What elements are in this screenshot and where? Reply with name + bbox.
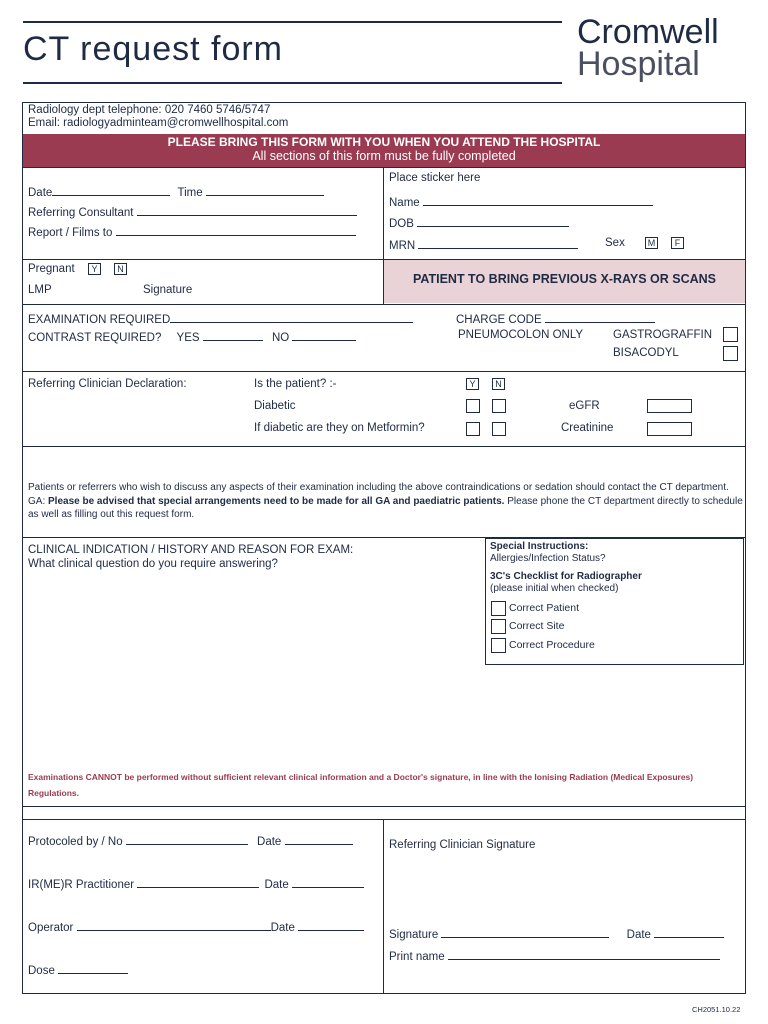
referring-signature-heading: Referring Clinician Signature — [389, 839, 536, 851]
previous-scans-notice: PATIENT TO BRING PREVIOUS X-RAYS OR SCANS — [384, 260, 745, 303]
date-field[interactable] — [52, 184, 170, 196]
diabetic-label: Diabetic — [254, 400, 296, 412]
page-title: CT request form — [23, 30, 284, 68]
pregnant-yes-box[interactable]: Y — [88, 263, 101, 275]
divider — [383, 819, 384, 994]
header-bottom-rule — [23, 82, 562, 84]
bring-form-banner — [23, 134, 745, 167]
consultant-label: Referring Consultant — [28, 207, 134, 219]
correct-procedure-label: Correct Procedure — [509, 639, 595, 651]
clinical-heading: CLINICAL INDICATION / HISTORY AND REASON FOR EXAM: — [28, 544, 354, 556]
exam-field[interactable] — [170, 311, 413, 323]
creatinine-field[interactable] — [647, 422, 692, 436]
metformin-no-checkbox[interactable] — [492, 422, 506, 436]
checklist-title: 3C's Checklist for Radiographer — [490, 571, 642, 582]
special-title: Special Instructions: — [490, 541, 589, 552]
signature-date-label: Date — [626, 929, 651, 941]
dob-label: DOB — [389, 218, 414, 230]
sex-f-box[interactable]: F — [671, 237, 684, 249]
correct-site-label: Correct Site — [509, 620, 565, 632]
form-code: CH2051.10.22 — [692, 1005, 741, 1014]
correct-patient-checkbox[interactable] — [491, 601, 506, 616]
contact-email: Email: radiologyadminteam@cromwellhospital.com — [28, 117, 289, 129]
contact-block — [28, 104, 288, 130]
declaration-label: Referring Clinician Declaration: — [28, 378, 187, 390]
consultant-row — [28, 204, 357, 219]
metformin-yes-checkbox[interactable] — [466, 422, 480, 436]
mrn-row — [389, 237, 578, 252]
egfr-label: eGFR — [569, 400, 600, 412]
signature-label: Signature — [389, 929, 439, 941]
name-label: Name — [389, 197, 420, 209]
date-label: Date — [28, 187, 53, 199]
date-time-row — [28, 184, 324, 199]
clinical-heading-block — [28, 543, 353, 571]
correct-procedure-checkbox[interactable] — [491, 638, 506, 653]
signature-date-field[interactable] — [654, 926, 724, 938]
signature-label: Signature — [143, 284, 193, 296]
report-field[interactable] — [116, 224, 356, 236]
protocoled-date-field[interactable] — [285, 833, 353, 845]
charge-row — [456, 311, 655, 326]
notice-text: Patients or referrers who wish to discuss any aspects of their examination including the above contraindications or sedation should contact the CT department. GA: — [28, 482, 729, 507]
pneumocolon-label: PNEUMOCOLON ONLY — [458, 329, 584, 341]
gastrograffin-checkbox[interactable] — [723, 327, 738, 342]
notice-bold-text: Please be advised that special arrangements need to be made for all GA and paediatric patients. — [48, 495, 505, 507]
irmer-label: IR(ME)R Practitioner — [28, 879, 135, 891]
correct-patient-label: Correct Patient — [509, 602, 580, 614]
dose-row — [28, 962, 128, 977]
diabetic-no-checkbox[interactable] — [492, 399, 506, 413]
irmer-row — [28, 876, 364, 891]
pregnant-label: Pregnant — [28, 263, 75, 275]
creatinine-label: Creatinine — [561, 422, 614, 434]
exam-label: EXAMINATION REQUIRED — [28, 314, 171, 326]
mrn-label: MRN — [389, 240, 416, 252]
sticker-placeholder: Place sticker here — [389, 172, 481, 184]
logo-line2: Hospital — [577, 45, 700, 83]
divider — [23, 371, 745, 372]
patient-question: Is the patient? :- — [254, 378, 337, 390]
header-top-rule — [23, 21, 562, 23]
signature-row — [389, 926, 724, 941]
clinical-question: What clinical question do you require answering? — [28, 558, 278, 570]
divider — [23, 819, 745, 820]
sedation-notice — [28, 481, 744, 522]
bisacodyl-checkbox[interactable] — [723, 346, 738, 361]
protocoled-field[interactable] — [126, 833, 248, 845]
pregnant-no-box[interactable]: N — [114, 263, 127, 275]
protocoled-date-label: Date — [257, 836, 282, 848]
contrast-no-label: NO — [271, 332, 290, 344]
metformin-label: If diabetic are they on Metformin? — [254, 422, 425, 434]
irmer-field[interactable] — [137, 876, 259, 888]
hospital-logo — [577, 13, 719, 83]
contrast-yes-field[interactable] — [203, 329, 263, 341]
operator-row — [28, 919, 364, 934]
name-row — [389, 194, 653, 209]
declaration-no-header: N — [492, 378, 505, 390]
lmp-label: LMP — [28, 284, 52, 296]
print-name-row — [389, 948, 720, 963]
irmer-date-field[interactable] — [292, 876, 364, 888]
print-name-label: Print name — [389, 951, 445, 963]
contrast-no-field[interactable] — [292, 329, 356, 341]
dob-row — [389, 215, 569, 230]
charge-label: CHARGE CODE — [456, 314, 542, 326]
gastrograffin-label: GASTROGRAFFIN — [613, 329, 713, 341]
protocoled-label: Protocoled by / No — [28, 836, 123, 848]
operator-label: Operator — [28, 922, 74, 934]
name-field[interactable] — [423, 194, 653, 206]
protocoled-row — [28, 833, 353, 848]
signature-field[interactable] — [441, 926, 609, 938]
divider — [23, 446, 745, 447]
operator-field[interactable] — [77, 919, 271, 931]
contrast-row — [28, 329, 356, 344]
print-name-field[interactable] — [448, 948, 720, 960]
time-label: Time — [177, 187, 203, 199]
logo-line1: Cromwell — [577, 13, 719, 51]
dob-field[interactable] — [417, 215, 569, 227]
sex-m-box[interactable]: M — [645, 237, 658, 249]
consultant-field[interactable] — [137, 204, 357, 216]
contrast-yes-label: YES — [176, 332, 200, 344]
exam-row — [28, 311, 413, 326]
divider — [23, 806, 745, 807]
charge-field[interactable] — [545, 311, 655, 323]
operator-date-field[interactable] — [298, 919, 364, 931]
bisacodyl-label: BISACODYL — [613, 347, 679, 359]
irmer-date-label: Date — [264, 879, 289, 891]
contrast-label: CONTRAST REQUIRED? — [28, 332, 162, 344]
report-row — [28, 224, 356, 239]
clinical-info-warning: Examinations CANNOT be performed without sufficient relevant clinical information and a Doctor's signature, in line with the Ionising Radiation (Medical Exposures) Regulations. — [28, 772, 694, 798]
checklist-note: (please initial when checked) — [490, 583, 619, 594]
declaration-yes-header: Y — [466, 378, 479, 390]
operator-date-label: Date — [270, 922, 295, 934]
egfr-field[interactable] — [647, 399, 692, 413]
report-label: Report / Films to — [28, 227, 113, 239]
contact-telephone: Radiology dept telephone: 020 7460 5746/5747 — [28, 104, 271, 116]
divider — [23, 304, 745, 305]
banner-line2: All sections of this form must be fully completed — [252, 149, 516, 163]
sex-label: Sex — [605, 237, 625, 249]
time-field[interactable] — [206, 184, 324, 196]
dose-field[interactable] — [58, 962, 128, 974]
special-instructions — [490, 541, 642, 595]
diabetic-yes-checkbox[interactable] — [466, 399, 480, 413]
mrn-field[interactable] — [418, 237, 578, 249]
banner-line1: PLEASE BRING THIS FORM WITH YOU WHEN YOU ATTEND THE HOSPITAL — [167, 135, 601, 149]
correct-site-checkbox[interactable] — [491, 619, 506, 634]
dose-label: Dose — [28, 965, 55, 977]
allergies-label: Allergies/Infection Status? — [490, 553, 606, 564]
notice-text-end: Please phone the CT department directly to schedule as well as filling out this request form. — [28, 495, 743, 520]
divider — [23, 167, 745, 168]
